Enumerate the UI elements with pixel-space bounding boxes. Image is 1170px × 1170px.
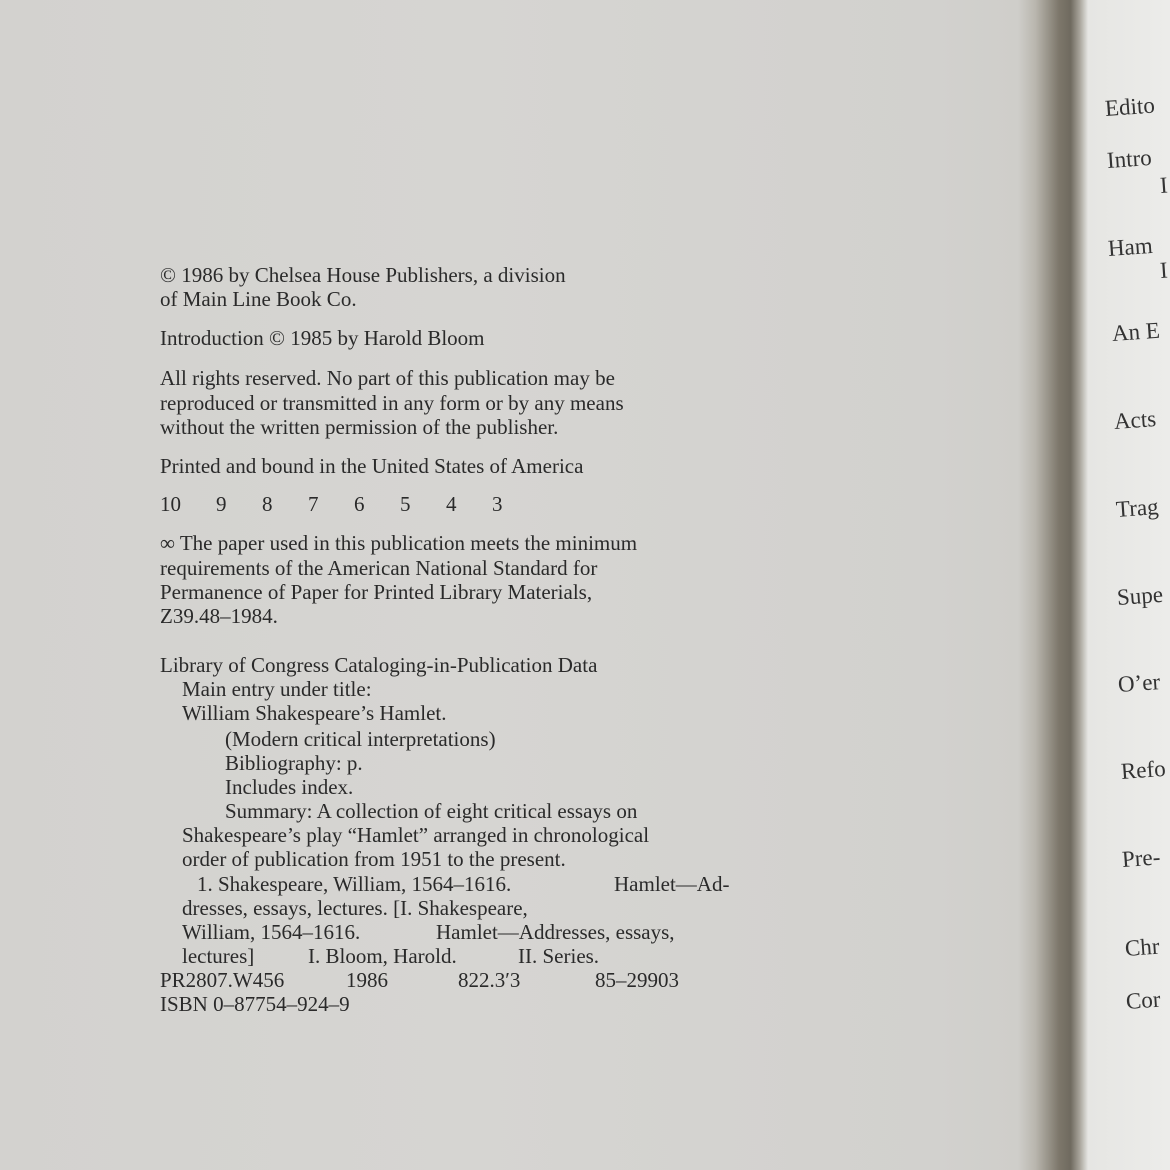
contents-entry: Cor (1125, 986, 1162, 1014)
contents-entry: Pre- (1121, 844, 1162, 872)
cip-subject: I. Bloom, Harold. (308, 944, 457, 968)
contents-entry: Edito (1104, 92, 1156, 121)
cip-summary-line: Summary: A collection of eight critical essays on (225, 799, 638, 823)
cip-year: 1986 (346, 968, 388, 992)
copyright-line: © 1986 by Chelsea House Publishers, a division (160, 263, 566, 287)
printing-number: 7 (308, 492, 319, 516)
cip-heading: Library of Congress Cataloging-in-Publication Data (160, 653, 598, 677)
contents-entry: Chr (1124, 933, 1161, 961)
cip-lccn: 85–29903 (595, 968, 679, 992)
printed-line: Printed and bound in the United States of America (160, 454, 584, 478)
cip-call-number: PR2807.W456 (160, 968, 285, 992)
contents-entry: Ham (1107, 232, 1154, 261)
cip-title: William Shakespeare’s Hamlet. (182, 701, 447, 725)
contents-entry: Intro (1106, 144, 1153, 173)
cip-index: Includes index. (225, 775, 354, 799)
printing-number: 4 (446, 492, 457, 516)
printing-number: 8 (262, 492, 273, 516)
isbn: ISBN 0–87754–924–9 (160, 992, 350, 1016)
printing-number: 9 (216, 492, 227, 516)
cip-subject: William, 1564–1616. (182, 920, 361, 944)
paper-line: ∞ The paper used in this publication meets the minimum (160, 531, 638, 555)
paper-line: Z39.48–1984. (160, 604, 278, 628)
rights-line: All rights reserved. No part of this publication may be (160, 366, 615, 390)
introduction-copyright: Introduction © 1985 by Harold Bloom (160, 326, 485, 350)
contents-entry: I (1159, 257, 1169, 283)
cip-subject: Hamlet—Ad- (614, 872, 730, 896)
contents-entry: O’er (1117, 669, 1161, 697)
cip-dewey: 822.3′3 (458, 968, 521, 992)
cip-main-entry: Main entry under title: (182, 677, 372, 701)
printing-number: 5 (400, 492, 411, 516)
contents-entry: Supe (1116, 581, 1164, 610)
cip-subject: II. Series. (518, 944, 600, 968)
contents-entry: I (1159, 172, 1169, 198)
printing-number: 3 (492, 492, 503, 516)
contents-entry: Acts (1113, 406, 1157, 434)
contents-entry: An E (1111, 317, 1161, 346)
printing-number: 10 (160, 492, 181, 516)
contents-entry: Refo (1120, 755, 1167, 784)
paper-line: Permanence of Paper for Printed Library Materials, (160, 580, 593, 604)
paper-line: requirements of the American National Standard for (160, 556, 598, 580)
cip-summary-line: Shakespeare’s play “Hamlet” arranged in chronological (182, 823, 650, 847)
printing-number: 6 (354, 492, 365, 516)
cip-summary-line: order of publication from 1951 to the present. (182, 847, 566, 871)
copyright-line: of Main Line Book Co. (160, 287, 357, 311)
cip-subject: lectures] (182, 944, 255, 968)
rights-line: reproduced or transmitted in any form or by any means (160, 391, 624, 415)
cip-subject: Hamlet—Addresses, essays, (436, 920, 675, 944)
contents-entry: Trag (1115, 494, 1160, 522)
cip-subject: dresses, essays, lectures. [I. Shakespeare, (182, 896, 528, 920)
book-gutter-shadow (1030, 0, 1080, 1170)
cip-series: (Modern critical interpretations) (225, 727, 496, 751)
rights-line: without the written permission of the publisher. (160, 415, 559, 439)
cip-subject: 1. Shakespeare, William, 1564–1616. (197, 872, 512, 896)
cip-bibliography: Bibliography: p. (225, 751, 363, 775)
